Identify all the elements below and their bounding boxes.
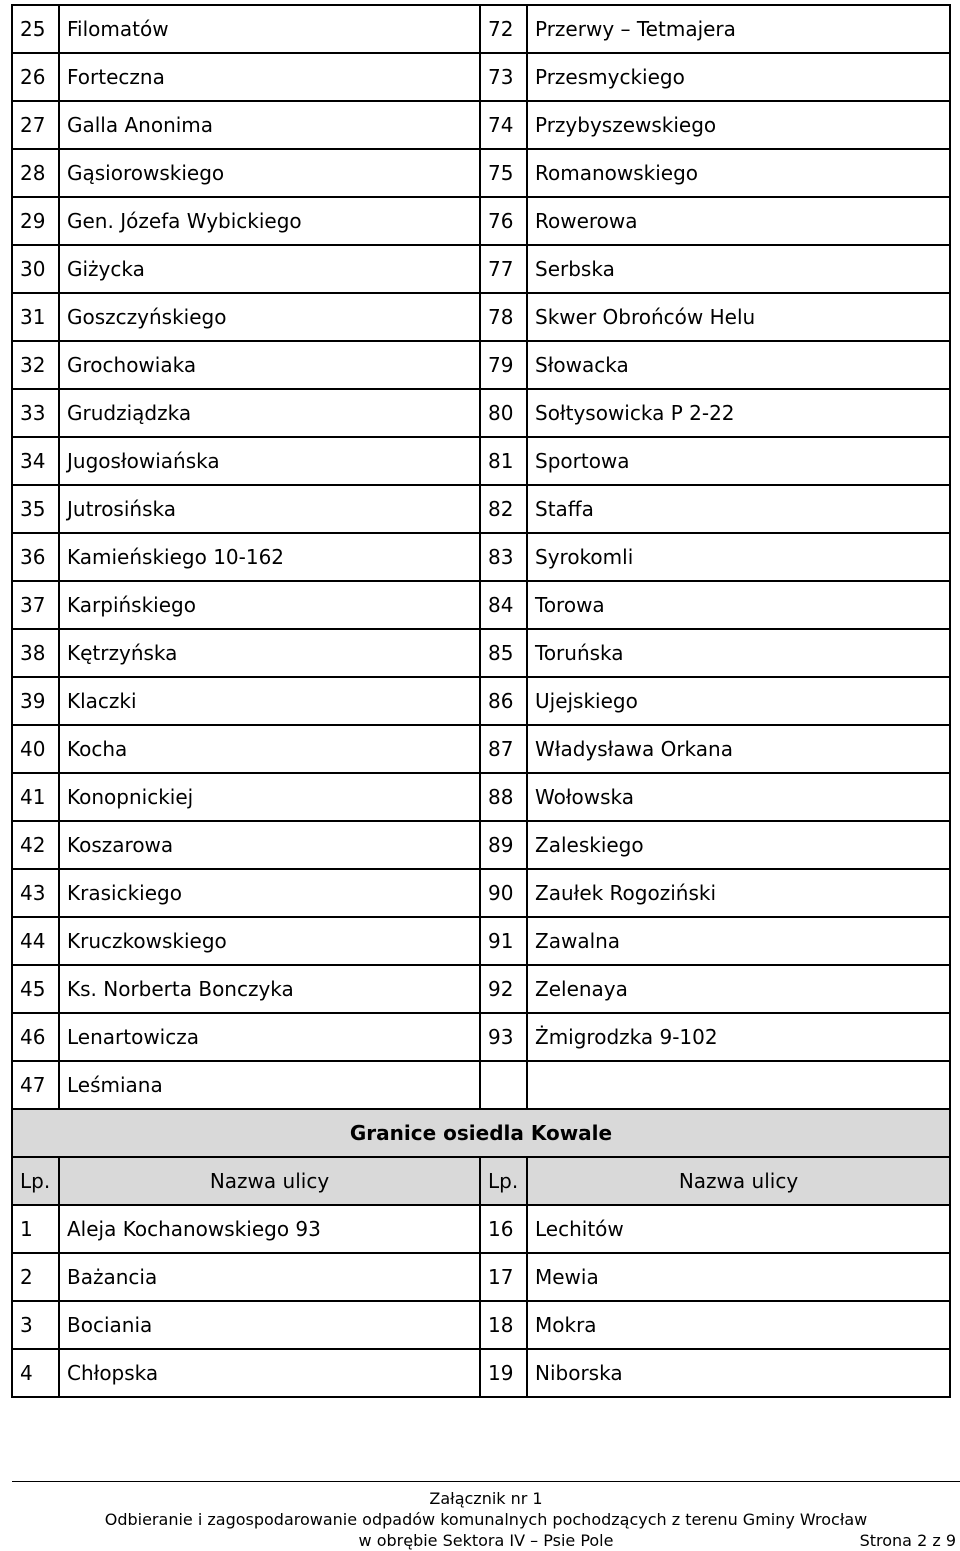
lp-right: 78 — [480, 293, 527, 341]
lp-left: 33 — [12, 389, 59, 437]
street-name-left: Chłopska — [59, 1349, 480, 1397]
table-row — [12, 629, 950, 677]
street-name-left: Karpińskiego — [59, 581, 480, 629]
street-name-left: Konopnickiej — [59, 773, 480, 821]
lp-left: 42 — [12, 821, 59, 869]
street-name-right: Żmigrodzka 9-102 — [527, 1013, 950, 1061]
table-row — [12, 869, 950, 917]
lp-left: 3 — [12, 1301, 59, 1349]
lp-left: 30 — [12, 245, 59, 293]
street-name-right: Słowacka — [527, 341, 950, 389]
header-name-left: Nazwa ulicy — [59, 1157, 480, 1205]
street-name-right: Przybyszewskiego — [527, 101, 950, 149]
lp-left: 41 — [12, 773, 59, 821]
lp-left: 38 — [12, 629, 59, 677]
street-name-left: Gąsiorowskiego — [59, 149, 480, 197]
street-name-right: Syrokomli — [527, 533, 950, 581]
street-name-right — [527, 1061, 950, 1109]
street-name-left: Kamieńskiego 10-162 — [59, 533, 480, 581]
street-name-right: Zaleskiego — [527, 821, 950, 869]
table-row — [12, 101, 950, 149]
lp-right: 89 — [480, 821, 527, 869]
table-row — [12, 965, 950, 1013]
street-name-right: Zawalna — [527, 917, 950, 965]
lp-right: 75 — [480, 149, 527, 197]
street-name-right: Ujejskiego — [527, 677, 950, 725]
table-row — [12, 197, 950, 245]
lp-left: 36 — [12, 533, 59, 581]
lp-right: 88 — [480, 773, 527, 821]
table-row — [12, 485, 950, 533]
street-name-left: Grudziądzka — [59, 389, 480, 437]
street-name-left: Jutrosińska — [59, 485, 480, 533]
table-row — [12, 437, 950, 485]
lp-left: 32 — [12, 341, 59, 389]
street-name-left: Lenartowicza — [59, 1013, 480, 1061]
street-name-left: Jugosłowiańska — [59, 437, 480, 485]
street-name-left: Forteczna — [59, 53, 480, 101]
lp-right: 82 — [480, 485, 527, 533]
lp-right: 16 — [480, 1205, 527, 1253]
lp-left: 47 — [12, 1061, 59, 1109]
table-row — [12, 725, 950, 773]
street-name-left: Kocha — [59, 725, 480, 773]
lp-right — [480, 1061, 527, 1109]
lp-left: 1 — [12, 1205, 59, 1253]
street-name-right: Serbska — [527, 245, 950, 293]
lp-right: 91 — [480, 917, 527, 965]
street-name-left: Koszarowa — [59, 821, 480, 869]
table-row — [12, 821, 950, 869]
lp-right: 76 — [480, 197, 527, 245]
lp-left: 34 — [12, 437, 59, 485]
lp-right: 85 — [480, 629, 527, 677]
lp-right: 17 — [480, 1253, 527, 1301]
street-name-right: Wołowska — [527, 773, 950, 821]
lp-left: 40 — [12, 725, 59, 773]
street-name-left: Gen. Józefa Wybickiego — [59, 197, 480, 245]
lp-right: 80 — [480, 389, 527, 437]
table-row — [12, 1301, 950, 1349]
kowale-table-body — [12, 1205, 950, 1397]
lp-left: 35 — [12, 485, 59, 533]
street-name-left: Bociania — [59, 1301, 480, 1349]
lp-left: 44 — [12, 917, 59, 965]
street-name-right: Przesmyckiego — [527, 53, 950, 101]
lp-right: 87 — [480, 725, 527, 773]
lp-right: 84 — [480, 581, 527, 629]
table-row — [12, 1349, 950, 1397]
lp-left: 39 — [12, 677, 59, 725]
table-row — [12, 53, 950, 101]
street-name-right: Sportowa — [527, 437, 950, 485]
section-title-row — [12, 1109, 950, 1157]
lp-right: 83 — [480, 533, 527, 581]
street-name-left: Leśmiana — [59, 1061, 480, 1109]
column-header-row — [12, 1157, 950, 1205]
footer-attachment: Załącznik nr 1 — [429, 1489, 543, 1508]
table-row — [12, 341, 950, 389]
street-name-right: Niborska — [527, 1349, 950, 1397]
street-name-left: Kętrzyńska — [59, 629, 480, 677]
street-name-right: Mokra — [527, 1301, 950, 1349]
lp-left: 26 — [12, 53, 59, 101]
table-row — [12, 245, 950, 293]
lp-right: 90 — [480, 869, 527, 917]
footer-sector: w obrębie Sektora IV – Psie Pole — [358, 1531, 614, 1550]
lp-right: 19 — [480, 1349, 527, 1397]
lp-left: 45 — [12, 965, 59, 1013]
table-row — [12, 1013, 950, 1061]
street-name-left: Kruczkowskiego — [59, 917, 480, 965]
table-row — [12, 773, 950, 821]
street-name-left: Bażancia — [59, 1253, 480, 1301]
street-name-left: Krasickiego — [59, 869, 480, 917]
footer-bottom-line — [12, 1530, 960, 1551]
lp-left: 27 — [12, 101, 59, 149]
street-name-right: Przerwy – Tetmajera — [527, 5, 950, 53]
table-row — [12, 389, 950, 437]
street-name-right: Władysława Orkana — [527, 725, 950, 773]
street-name-left: Aleja Kochanowskiego 93 — [59, 1205, 480, 1253]
street-name-right: Zelenaya — [527, 965, 950, 1013]
street-name-left: Klaczki — [59, 677, 480, 725]
footer-description: Odbieranie i zagospodarowanie odpadów komunalnych pochodzących z terenu Gminy Wrocław — [104, 1510, 868, 1529]
street-name-right: Skwer Obrońców Helu — [527, 293, 950, 341]
street-name-right: Lechitów — [527, 1205, 950, 1253]
lp-left: 46 — [12, 1013, 59, 1061]
table-row — [12, 149, 950, 197]
table-row — [12, 1205, 950, 1253]
lp-right: 74 — [480, 101, 527, 149]
street-name-left: Galla Anonima — [59, 101, 480, 149]
header-name-right: Nazwa ulicy — [527, 1157, 950, 1205]
table-row — [12, 1061, 950, 1109]
street-name-left: Giżycka — [59, 245, 480, 293]
street-name-right: Staffa — [527, 485, 950, 533]
streets-table-body — [12, 5, 950, 1109]
page-number: Strona 2 z 9 — [859, 1531, 956, 1550]
lp-right: 73 — [480, 53, 527, 101]
table-row — [12, 293, 950, 341]
lp-right: 72 — [480, 5, 527, 53]
lp-right: 92 — [480, 965, 527, 1013]
page-footer — [12, 1481, 960, 1551]
lp-left: 43 — [12, 869, 59, 917]
lp-left: 25 — [12, 5, 59, 53]
lp-right: 81 — [480, 437, 527, 485]
section-title: Granice osiedla Kowale — [12, 1109, 950, 1157]
kowale-section — [12, 1109, 950, 1205]
lp-left: 37 — [12, 581, 59, 629]
table-row — [12, 5, 950, 53]
lp-right: 18 — [480, 1301, 527, 1349]
street-name-right: Zaułek Rogoziński — [527, 869, 950, 917]
header-lp-right: Lp. — [480, 1157, 527, 1205]
table-row — [12, 1253, 950, 1301]
street-name-right: Sołtysowicka P 2-22 — [527, 389, 950, 437]
lp-left: 31 — [12, 293, 59, 341]
street-name-left: Goszczyńskiego — [59, 293, 480, 341]
table-row — [12, 533, 950, 581]
lp-right: 93 — [480, 1013, 527, 1061]
table-row — [12, 917, 950, 965]
lp-left: 2 — [12, 1253, 59, 1301]
table-row — [12, 677, 950, 725]
street-name-right: Rowerowa — [527, 197, 950, 245]
lp-left: 29 — [12, 197, 59, 245]
street-name-right: Romanowskiego — [527, 149, 950, 197]
lp-left: 4 — [12, 1349, 59, 1397]
header-lp-left: Lp. — [12, 1157, 59, 1205]
street-name-left: Grochowiaka — [59, 341, 480, 389]
street-name-right: Torowa — [527, 581, 950, 629]
street-name-left: Ks. Norberta Bonczyka — [59, 965, 480, 1013]
lp-right: 86 — [480, 677, 527, 725]
street-name-left: Filomatów — [59, 5, 480, 53]
lp-right: 79 — [480, 341, 527, 389]
street-name-right: Toruńska — [527, 629, 950, 677]
table-row — [12, 581, 950, 629]
lp-left: 28 — [12, 149, 59, 197]
lp-right: 77 — [480, 245, 527, 293]
street-name-right: Mewia — [527, 1253, 950, 1301]
streets-table — [11, 4, 951, 1398]
